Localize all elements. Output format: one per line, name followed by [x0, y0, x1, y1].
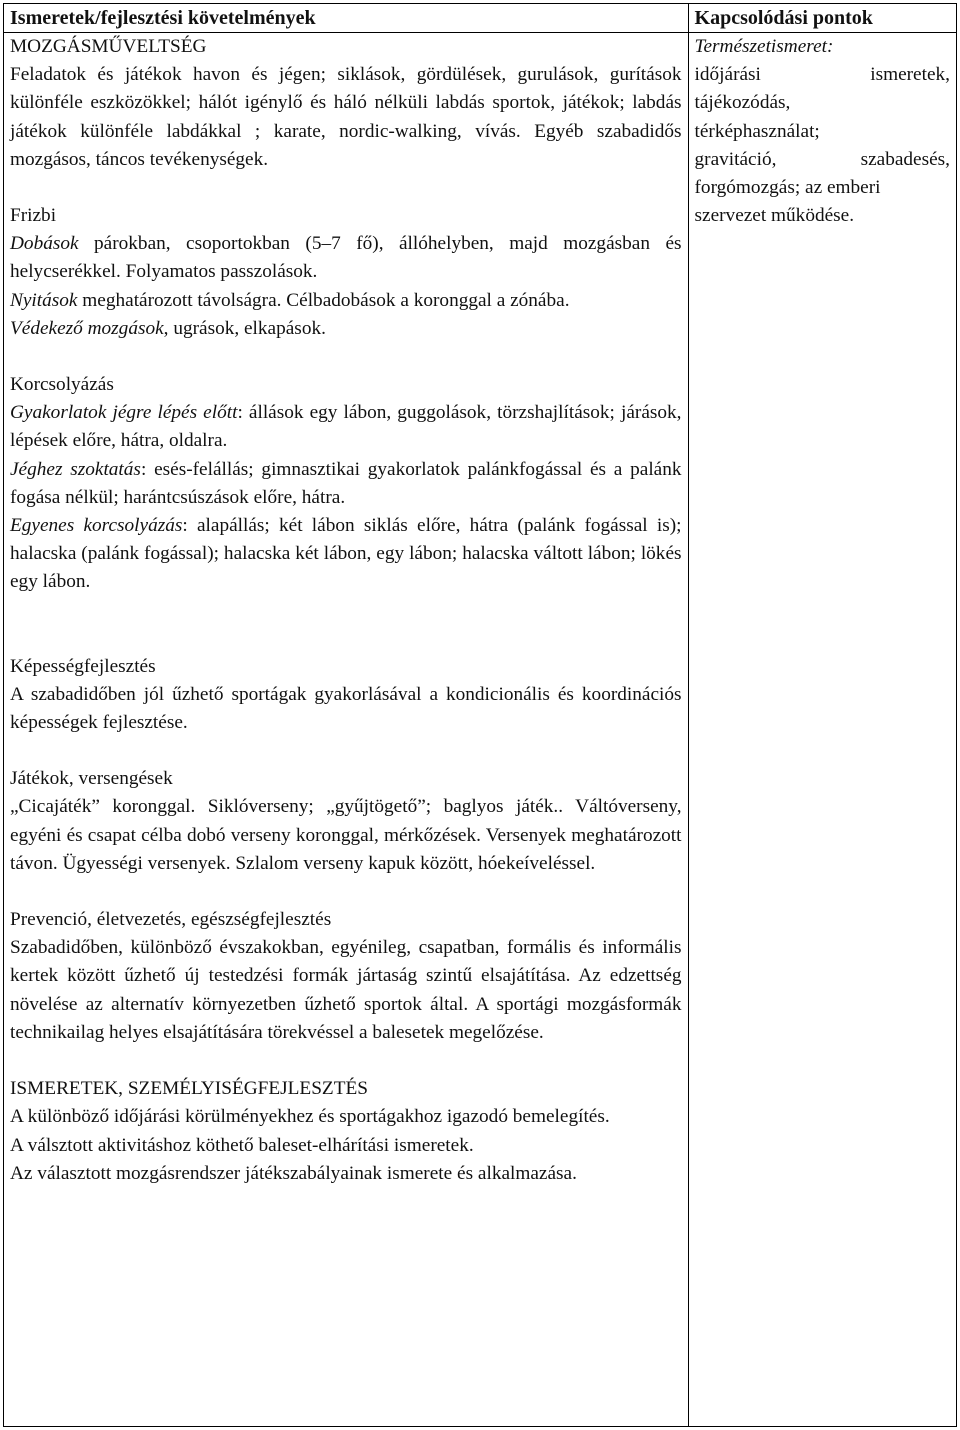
connection-line: forgómozgás; az emberi: [694, 177, 881, 199]
emphasis: Dobások: [10, 233, 79, 255]
section-title: Játékok, versengések: [10, 768, 173, 790]
section-ismeretek: [10, 1075, 682, 1188]
section-text: Szabadidőben, különböző évszakokban, egyénileg, csapatban, formális és informális kertek között űzhető új testedzési formák jártaság szintű elsajátítása. Az edzettség növelése az alternatív környezetben űzhető sportok által. A sportági mozgásformák technikailag helyes elsajátítására törekvéssel a balesetek megelőzése.: [10, 937, 682, 1043]
header-requirements: Ismeretek/fejlesztési követelmények: [4, 4, 689, 33]
section-prevencio: [10, 906, 682, 1047]
emphasis: Jéghez szoktatás: [10, 458, 141, 480]
header-connections: Kapcsolódási pontok: [688, 4, 956, 33]
section-title: Frizbi: [10, 205, 57, 227]
paragraph-text: párokban, csoportokban (5–7 fő), állóhelyben, majd mozgásban és helycserékkel. Folyamatos passzolások.: [10, 233, 682, 283]
section-text: Feladatok és játékok havon és jégen; siklások, gördülések, gurulások, gurítások különféle eszközökkel; hálót igénylő és háló nélküli labdás sportok, játékok; labdás játékok különféle labdákkal ; karate, nordic-walking, vívás. Egyéb szabadidős mozgásos, táncos tevékenységek.: [10, 64, 682, 170]
section-title: Képességfejlesztés: [10, 655, 156, 677]
section-paragraph: [10, 512, 682, 597]
section-paragraph: Az választott mozgásrendszer játékszabályainak ismerete és alkalmazása.: [10, 1162, 577, 1184]
section-paragraph: [10, 230, 682, 286]
section-text: „Cicajáték” koronggal. Siklóverseny; „gyűjtögető”; baglyos játék.. Váltóverseny, egyéni és csapat célba dobó verseny koronggal, mérkőzések. Versenyek meghatározott távon. Ügyességi versenyek. Szlalom verseny kapuk között, hóekeíveléssel.: [10, 796, 682, 874]
section-title: ISMERETEK, SZEMÉLYISÉGFEJLESZTÉS: [10, 1078, 368, 1100]
requirements-cell: [4, 33, 689, 1427]
section-title: Prevenció, életvezetés, egészségfejlesztés: [10, 909, 332, 931]
section-paragraph: [10, 456, 682, 512]
section-mozgasmuveltseg: [10, 33, 682, 174]
subject-label: Természetismeret:: [694, 36, 834, 57]
connection-line: időjárási ismeretek,: [694, 64, 950, 86]
section-paragraph: [10, 399, 682, 455]
section-paragraph: [10, 287, 682, 315]
connection-line: térképhasználat;: [694, 120, 820, 142]
section-title: Korcsolyázás: [10, 374, 114, 396]
section-frizbi: [10, 202, 682, 343]
connection-line: tájékozódás,: [694, 92, 791, 114]
curriculum-table: [3, 3, 957, 1427]
paragraph-text: , ugrások, elkapások.: [163, 317, 326, 339]
section-korcsolyazas: [10, 371, 682, 597]
emphasis: Egyenes korcsolyázás: [10, 515, 183, 537]
section-title: MOZGÁSMŰVELTSÉG: [10, 36, 207, 57]
paragraph-text: : alapállás; két lábon siklás előre, hátra (palánk fogással is); halacska (palánk fogással); halacska két lábon, egy lábon; halacska váltott lábon; lökés egy lábon.: [10, 515, 682, 593]
connection-line: gravitáció, szabadesés,: [694, 148, 950, 170]
section-jatekok: [10, 765, 682, 878]
section-paragraph: [10, 315, 682, 343]
paragraph-text: : esés-felállás; gimnasztikai gyakorlatok palánkfogással és a palánk fogása nélkül; harántcsúszások előre, hátra.: [10, 458, 682, 508]
section-text: A szabadidőben jól űzhető sportágak gyakorlásával a kondicionális és koordinációs képességek fejlesztése.: [10, 683, 682, 734]
emphasis: Nyitások: [10, 289, 78, 311]
emphasis: Védekező mozgások: [10, 317, 164, 339]
paragraph-text: : állások egy lábon, guggolások, törzshajlítások; járások, lépések előre, hátra, oldalra.: [10, 402, 682, 452]
paragraph-text: meghatározott távolságra. Célbadobások a koronggal a zónába.: [77, 289, 570, 311]
connections-cell: [688, 33, 956, 1427]
section-paragraph: A különböző időjárási körülményekhez és sportágakhoz igazodó bemelegítés.: [10, 1106, 610, 1128]
connection-line: szervezet működése.: [694, 205, 855, 227]
section-kepessegfejlesztes: [10, 653, 682, 738]
emphasis: Gyakorlatok jégre lépés előtt: [10, 402, 238, 424]
section-paragraph: A válsztott aktivitáshoz köthető baleset-elhárítási ismeretek.: [10, 1134, 474, 1156]
